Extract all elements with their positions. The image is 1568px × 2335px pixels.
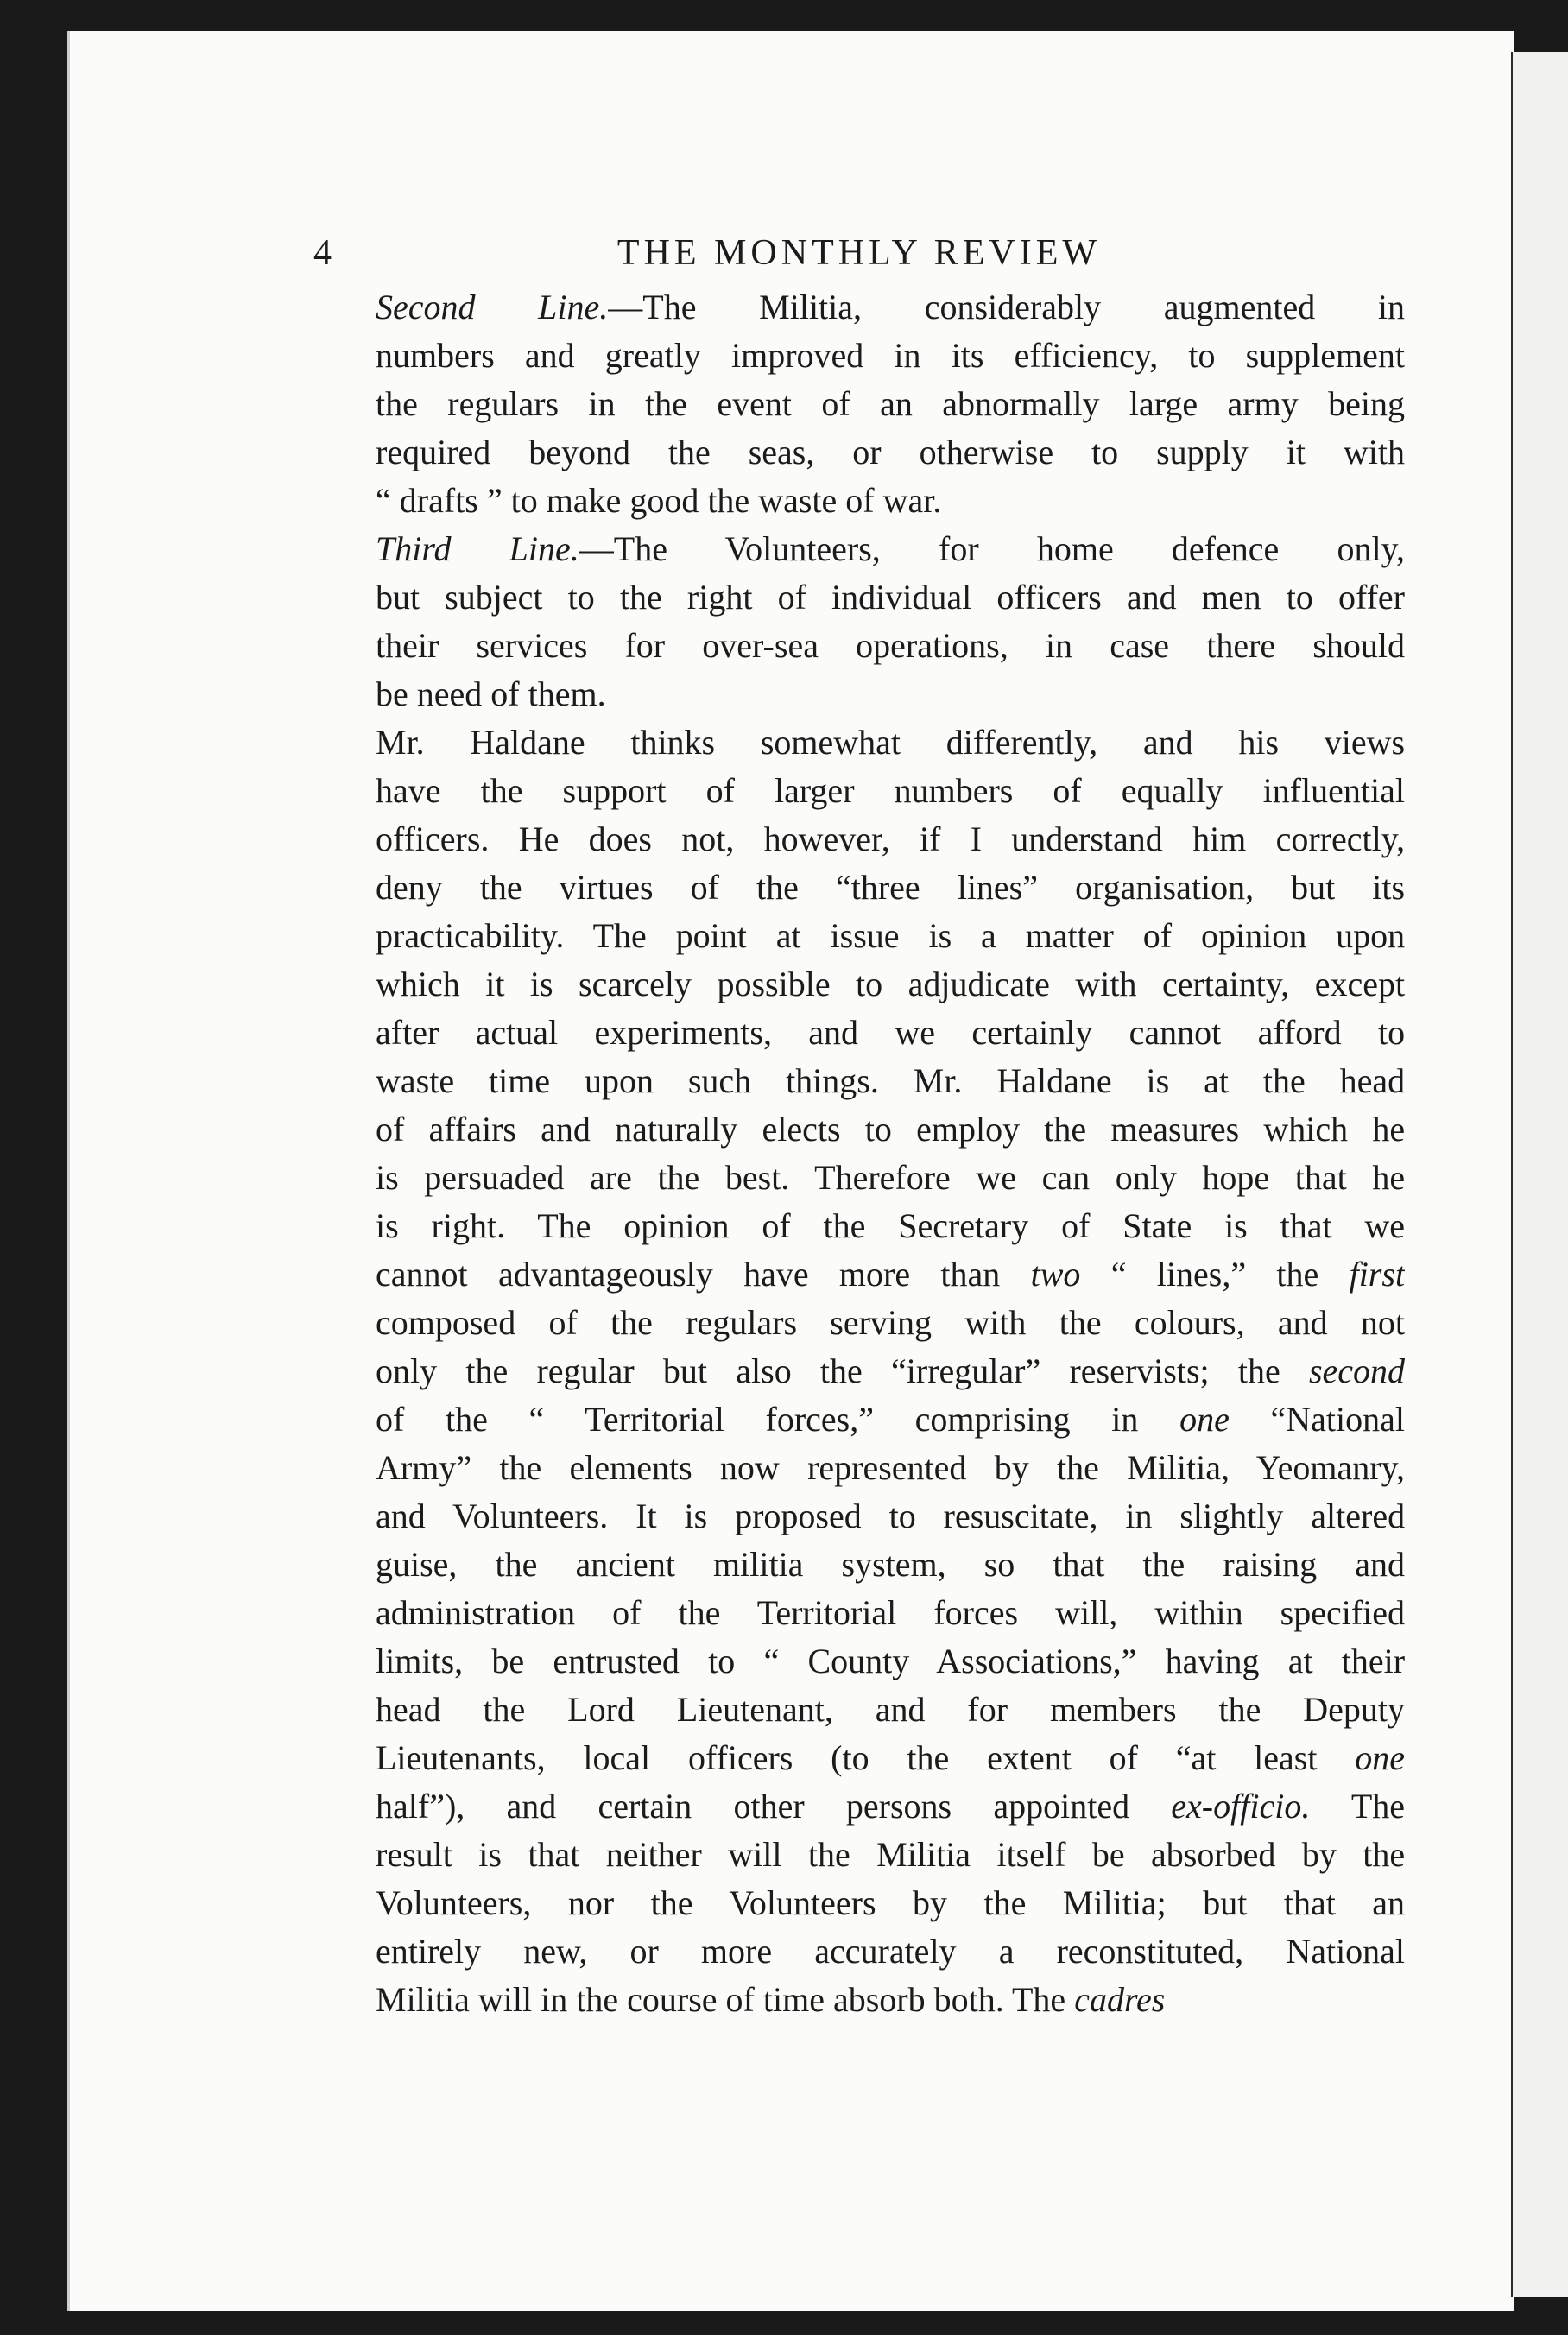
text-line: head the Lord Lieutenant, and for members the Deputy — [376, 1690, 1405, 1729]
text-line: only the regular but also the “irregular” reservists; the second — [376, 1351, 1405, 1390]
text-line: practicability. The point at issue is a matter of opinion upon — [376, 916, 1405, 955]
body-text — [313, 283, 1405, 2024]
text-line: half”), and certain other persons appointed ex-officio. The — [376, 1787, 1405, 1826]
adjacent-page-edge — [1511, 52, 1568, 2297]
text-line: Lieutenants, local officers (to the extent of “at least one — [376, 1738, 1405, 1777]
paragraph-lead: Third Line. — [376, 529, 579, 568]
page-number: 4 — [313, 233, 332, 273]
text-line: cannot advantageously have more than two “ lines,” the first — [376, 1255, 1405, 1294]
text-line: have the support of larger numbers of equally influential — [376, 771, 1405, 810]
text-line: required beyond the seas, or otherwise to supply it with — [376, 433, 1405, 471]
text-line: officers. He does not, however, if I understand him correctly, — [376, 819, 1405, 858]
text-line: limits, be entrusted to “ County Associations,” having at their — [376, 1642, 1405, 1680]
text-line: their services for over-sea operations, in case there should — [376, 626, 1405, 665]
text-line: of affairs and naturally elects to employ the measures which he — [376, 1110, 1405, 1149]
book-page — [67, 31, 1514, 2311]
text-line: the regulars in the event of an abnormally large army being — [376, 384, 1405, 423]
text-line: Volunteers, nor the Volunteers by the Militia; but that an — [376, 1883, 1405, 1922]
text-line: but subject to the right of individual officers and men to offer — [376, 578, 1405, 617]
text-line: Mr. Haldane thinks somewhat differently, and his views — [376, 723, 1405, 762]
paragraph — [313, 718, 1405, 2024]
text-line: administration of the Territorial forces will, within specified — [376, 1593, 1405, 1632]
text-line: waste time upon such things. Mr. Haldane is at the head — [376, 1061, 1405, 1100]
text-line: entirely new, or more accurately a reconstituted, National — [376, 1932, 1405, 1971]
text-line: after actual experiments, and we certainly cannot afford to — [376, 1013, 1405, 1052]
text-line: Third Line.—The Volunteers, for home defence only, — [376, 529, 1405, 568]
text-line: and Volunteers. It is proposed to resuscitate, in slightly altered — [376, 1497, 1405, 1535]
running-head — [313, 223, 1405, 283]
paragraph — [313, 283, 1405, 525]
text-line: composed of the regulars serving with the colours, and not — [376, 1303, 1405, 1342]
text-line: “ drafts ” to make good the waste of war. — [376, 481, 942, 520]
text-line: Militia will in the course of time absorb both. The cadres — [376, 1980, 1166, 2019]
text-line: Army” the elements now represented by the Militia, Yeomanry, — [376, 1448, 1405, 1487]
text-line: be need of them. — [376, 674, 606, 713]
running-title: THE MONTHLY REVIEW — [616, 233, 1102, 273]
text-line: of the “ Territorial forces,” comprising in one “National — [376, 1400, 1405, 1439]
text-line: guise, the ancient militia system, so that the raising and — [376, 1545, 1405, 1584]
text-line: is persuaded are the best. Therefore we can only hope that he — [376, 1158, 1405, 1197]
text-line: numbers and greatly improved in its efficiency, to supplement — [376, 336, 1405, 375]
paragraph-lead: Second Line. — [376, 288, 609, 326]
text-line: Second Line.—The Militia, considerably augmented in — [376, 288, 1405, 326]
paragraph — [313, 525, 1405, 718]
text-line: is right. The opinion of the Secretary of State is that we — [376, 1206, 1405, 1245]
page-text — [313, 223, 1405, 2024]
text-line: deny the virtues of the “three lines” organisation, but its — [376, 868, 1405, 907]
text-line: which it is scarcely possible to adjudicate with certainty, except — [376, 965, 1405, 1003]
text-line: result is that neither will the Militia itself be absorbed by the — [376, 1835, 1405, 1874]
